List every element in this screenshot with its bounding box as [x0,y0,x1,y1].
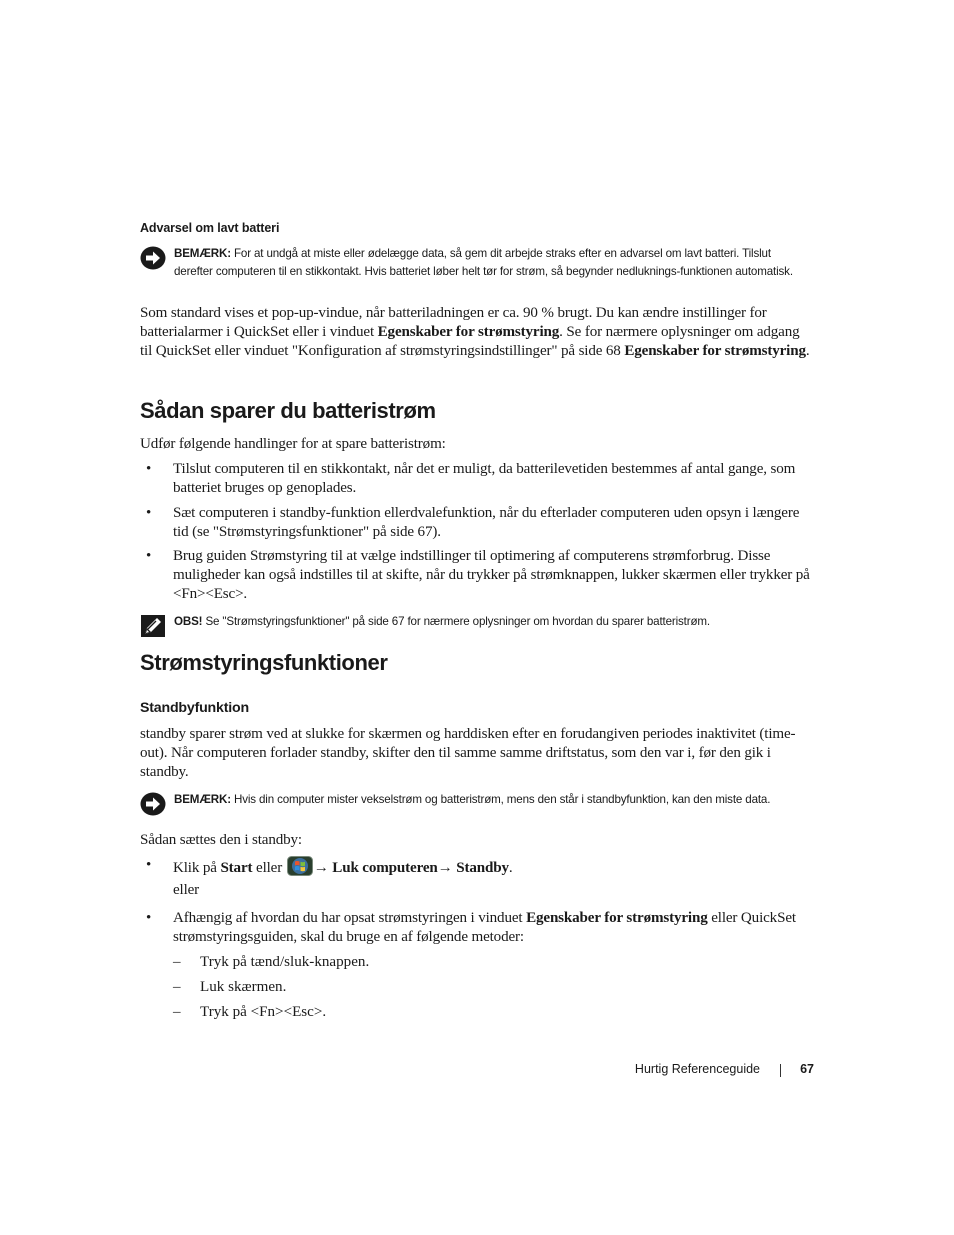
arrow-text: → [437,860,457,876]
subheading-standby: Standbyfunktion [140,700,249,716]
windows-start-icon [287,856,313,876]
list-item [146,909,814,947]
paragraph-standby: standby sparer strøm ved at slukke for skærmen og harddisken efter en forudangiven periodes inaktivitet (time-out). Når computeren forlader standby, skifter den til samme samme driftstatus, som den var i, før den gik i standby. [140,726,796,780]
obs-text: Se "Strømstyringsfunktioner" på side 67 for nærmere oplysninger om hvordan du sparer batteristrøm. [202,615,710,628]
list-item [146,460,814,498]
list-item-text: Tilslut computeren til en stikkontakt, når det er muligt, da batterilevetiden bestemmes af antal gange, som batteriet bruges op genoplades. [173,461,796,496]
heading-low-battery: Advarsel om lavt batteri [140,221,280,235]
notice-label: BEMÆRK: [174,793,231,806]
standby-label: Standby [456,860,509,876]
text-run: Afhængig af hvordan du har opsat strømstyringen i vinduet [173,910,527,926]
intro-save-battery: Udfør følgende handlinger for at spare batteristrøm: [140,436,446,452]
obs-block [140,613,812,631]
list-item-text [173,909,814,947]
pencil-note-icon [140,614,166,638]
text-run: eller QuickSet strømstyringsguiden, skal du bruge en af følgende metoder: [173,910,796,945]
howto-standby: Sådan sættes den i standby: [140,832,302,848]
bold-run: Egenskaber for strømstyring [526,910,708,926]
list-item [146,504,814,542]
bullet-marker: • [146,461,152,477]
text-run: eller [252,860,286,876]
bold-run: Egenskaber for strømstyring [624,343,806,359]
list-item-text: Sæt computeren i standby-funktion ellerdvalefunktion, når du efterlader computeren uden opsyn i længere tid (se "Strømstyringsfunktioner" på side 67). [173,505,800,540]
bullet-marker: • [146,857,152,873]
sub-list-item [173,1003,326,1022]
notice-text: For at undgå at miste eller ødelægge data, så gem dit arbejde straks efter en advarsel om lavt batteri. Tilslut derefter computeren til en stikkontakt. Hvis batteriet løber helt tør for strøm, så begynder nedluknings-funktionen automatisk. [174,247,793,278]
notice-text: Hvis din computer mister vekselstrøm og batteristrøm, mens den står i standbyfunktion, kan den miste data. [230,793,771,806]
bold-run: Egenskaber for strømstyring [377,324,560,340]
notice-label: BEMÆRK: [174,247,231,260]
notice-arrow-icon [140,792,166,816]
list-item [146,547,814,604]
page-number: 67 [800,1062,814,1076]
paragraph-alarm [140,304,812,361]
footer-title: Hurtig Referenceguide [634,1062,760,1076]
sub-list-item-text: Tryk på <Fn><Esc>. [200,1004,327,1020]
text-run: . [508,860,513,876]
sub-list-item-text: Tryk på tænd/sluk-knappen. [200,954,370,970]
heading-save-battery: Sådan sparer du batteristrøm [140,398,436,423]
notice-block [140,245,812,280]
sub-list-item [173,978,286,997]
or-text: eller [173,882,200,898]
footer-separator [780,1064,781,1077]
bullet-marker: • [146,505,152,521]
obs-label: OBS! [174,615,203,628]
list-item-text [173,856,814,878]
text-run: Klik på [173,860,221,876]
dash-marker: – [173,954,181,970]
arrow-text: → [313,860,333,876]
sub-list-item [173,953,369,972]
page-footer [600,1062,814,1080]
shutdown-label: Luk computeren [332,860,438,876]
text-run: . Se for nærmere oplysninger om adgang til QuickSet eller vinduet "Konfiguration af strømstyringsindstillinger" på side 68 [140,324,800,359]
dash-marker: – [173,979,181,995]
sub-list-item-text: Luk skærmen. [200,979,287,995]
bullet-marker: • [146,910,152,926]
list-item-text: Brug guiden Strømstyring til at vælge indstillinger til optimering af computerens strømforbrug. Disse muligheder kan også indstilles til at skifte, når du trykker på strømknappen, lukker skærmen eller trykker på <Fn><Esc>. [173,548,810,602]
heading-power-functions: Strømstyringsfunktioner [140,650,388,675]
notice-block-standby [140,791,812,809]
list-item [146,856,814,878]
notice-arrow-icon [140,246,166,270]
dash-marker: – [173,1004,181,1020]
text-run: . [805,343,810,359]
bullet-marker: • [146,548,152,564]
text-run: Som standard vises et pop-up-vindue, når batteriladningen er ca. 90 % brugt. Du kan ændre instillinger for batterialarmer i QuickSet eller i vinduet [140,305,767,340]
start-label: Start [220,860,253,876]
